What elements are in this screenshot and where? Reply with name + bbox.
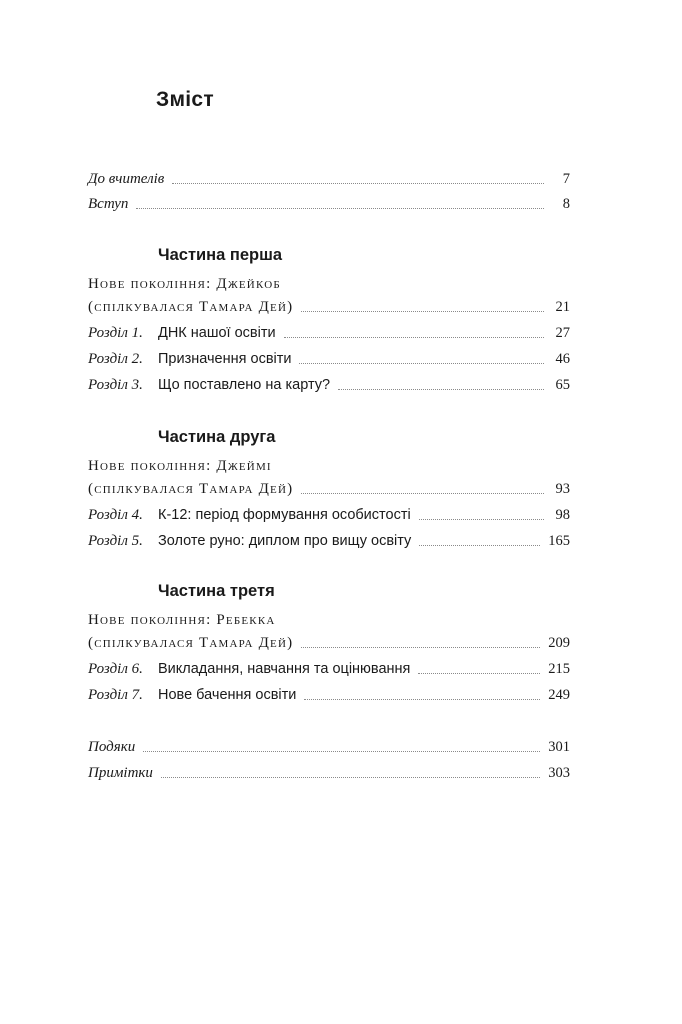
chapter-number: Розділ 4. [88, 507, 143, 523]
dot-leader [419, 518, 544, 520]
chapter-title: Що поставлено на карту? [158, 377, 331, 393]
part-intro-line1: Нове покоління: Джеймі [88, 458, 272, 474]
part-heading-3: Частина третя [158, 582, 275, 600]
dot-leader [304, 698, 540, 700]
chapter-number: Розділ 5. [88, 533, 143, 549]
dot-leader [338, 388, 544, 390]
toc-entry-chapter-2[interactable] [88, 348, 570, 370]
toc-entry-notes[interactable] [88, 762, 570, 784]
dot-leader [143, 750, 540, 752]
dot-leader [301, 492, 544, 494]
chapter-title: К-12: період формування особистості [158, 507, 411, 523]
page-number: 7 [562, 171, 570, 187]
entry-label: Подяки [88, 739, 136, 755]
toc-entry-chapter-1[interactable] [88, 322, 570, 344]
page-number: 46 [555, 351, 570, 367]
toc-entry-chapter-3[interactable] [88, 374, 570, 396]
page-number: 27 [555, 325, 570, 341]
toc-entry-chapter-5[interactable] [88, 530, 570, 552]
entry-label: (спілкувалася Тамара Дей) [88, 635, 294, 651]
toc-entry-chapter-6[interactable] [88, 658, 570, 680]
dot-leader [284, 336, 544, 338]
entry-label: До вчителів [88, 171, 165, 187]
part-intro-line1: Нове покоління: Ребекка [88, 612, 276, 628]
toc-entry-acknowledgements[interactable] [88, 736, 570, 758]
toc-entry-part3-intro[interactable] [88, 632, 570, 654]
page-number: 165 [548, 533, 570, 549]
dot-leader [301, 646, 540, 648]
page-number: 21 [555, 299, 570, 315]
chapter-number: Розділ 6. [88, 661, 143, 677]
dot-leader [419, 544, 540, 546]
chapter-title: Золоте руно: диплом про вищу освіту [158, 533, 412, 549]
toc-entry-part2-intro[interactable] [88, 478, 570, 500]
dot-leader [136, 207, 544, 209]
entry-label: (спілкувалася Тамара Дей) [88, 299, 294, 315]
toc-entry-chapter-4[interactable] [88, 504, 570, 526]
dot-leader [172, 182, 544, 184]
page-number: 301 [548, 739, 570, 755]
page-number: 98 [555, 507, 570, 523]
chapter-number: Розділ 2. [88, 351, 143, 367]
dot-leader [301, 310, 544, 312]
chapter-title: Призначення освіти [158, 351, 292, 367]
chapter-title: ДНК нашої освіти [158, 325, 276, 341]
entry-label: (спілкувалася Тамара Дей) [88, 481, 294, 497]
toc-entry-teachers[interactable] [88, 168, 570, 190]
chapter-number: Розділ 3. [88, 377, 143, 393]
page-number: 215 [548, 661, 570, 677]
toc-entry-intro[interactable] [88, 193, 570, 215]
page-number: 209 [548, 635, 570, 651]
page-number: 303 [548, 765, 570, 781]
dot-leader [299, 362, 544, 364]
page-number: 93 [555, 481, 570, 497]
dot-leader [161, 776, 540, 778]
part-heading-1: Частина перша [158, 246, 283, 264]
chapter-number: Розділ 1. [88, 325, 143, 341]
toc-entry-part1-intro[interactable] [88, 296, 570, 318]
dot-leader [418, 672, 540, 674]
chapter-title: Нове бачення освіти [158, 687, 297, 703]
page-number: 8 [562, 196, 570, 212]
page-number: 249 [548, 687, 570, 703]
entry-label: Примітки [88, 765, 153, 781]
page-title: Зміст [156, 88, 214, 111]
part-heading-2: Частина друга [158, 428, 276, 446]
chapter-title: Викладання, навчання та оцінювання [158, 661, 411, 677]
toc-entry-chapter-7[interactable] [88, 684, 570, 706]
entry-label: Вступ [88, 196, 129, 212]
chapter-number: Розділ 7. [88, 687, 143, 703]
part-intro-line1: Нове покоління: Джейкоб [88, 276, 281, 292]
page-number: 65 [555, 377, 570, 393]
